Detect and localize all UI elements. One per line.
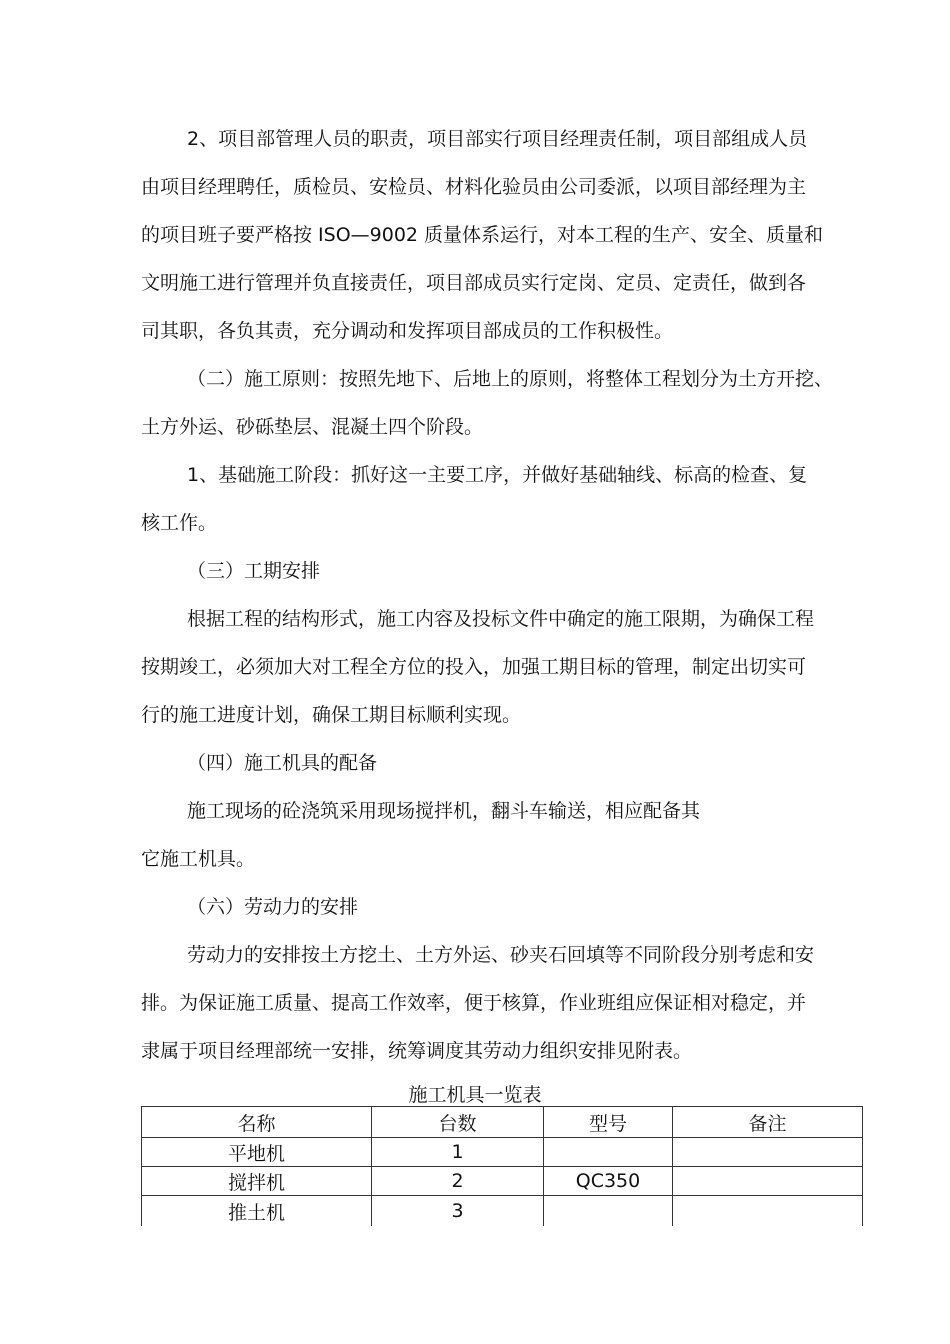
paragraph-line: 行的施工进度计划，确保工期目标顺利实现。 xyxy=(141,704,522,726)
cell-remark xyxy=(673,1196,863,1227)
table-row xyxy=(142,1138,863,1167)
header-model: 型号 xyxy=(544,1107,673,1138)
paragraph-line: 2、项目部管理人员的职责，项目部实行项目经理责任制，项目部组成人员 xyxy=(187,128,808,150)
cell-model: QC350 xyxy=(544,1167,673,1196)
cell-count: 1 xyxy=(372,1138,544,1167)
paragraph-line: 它施工机具。 xyxy=(141,848,256,870)
cell-model xyxy=(544,1196,673,1227)
cell-remark xyxy=(673,1138,863,1167)
table-title: 施工机具一览表 xyxy=(408,1084,542,1106)
paragraph-line: 核工作。 xyxy=(141,512,218,534)
paragraph-line: 劳动力的安排按土方挖土、土方外运、砂夹石回填等不同阶段分别考虑和安 xyxy=(187,944,815,966)
header-remark: 备注 xyxy=(673,1107,863,1138)
paragraph-line: 隶属于项目经理部统一安排，统筹调度其劳动力组织安排见附表。 xyxy=(141,1040,693,1062)
paragraph-line: 的项目班子要严格按 ISO—9002 质量体系运行，对本工程的生产、安全、质量和 xyxy=(141,224,824,246)
paragraph-line: 文明施工进行管理并负直接责任，项目部成员实行定岗、定员、定责任，做到各 xyxy=(141,272,807,294)
paragraph-line: 按期竣工，必须加大对工程全方位的投入，加强工期目标的管理，制定出切实可 xyxy=(141,656,807,678)
section-heading: （四）施工机具的配备 xyxy=(187,752,378,774)
section-heading: （三）工期安排 xyxy=(187,560,321,582)
cell-model xyxy=(544,1138,673,1167)
table-row xyxy=(142,1196,863,1227)
table-row xyxy=(142,1167,863,1196)
equipment-table xyxy=(141,1106,863,1226)
cell-name: 平地机 xyxy=(142,1138,372,1167)
paragraph-line: 土方外运、砂砾垫层、混凝土四个阶段。 xyxy=(141,416,484,438)
section-heading: （二）施工原则：按照先地下、后地上的原则，将整体工程划分为土方开挖、 xyxy=(187,368,834,390)
cell-count: 3 xyxy=(372,1196,544,1227)
cell-count: 2 xyxy=(372,1167,544,1196)
cell-remark xyxy=(673,1167,863,1196)
paragraph-line: 由项目经理聘任，质检员、安检员、材料化验员由公司委派，以项目部经理为主 xyxy=(141,176,807,198)
paragraph-line: 1、基础施工阶段：抓好这一主要工序，并做好基础轴线、标高的检查、复 xyxy=(187,464,808,486)
header-name: 名称 xyxy=(142,1107,372,1138)
section-heading: （六）劳动力的安排 xyxy=(187,896,359,918)
paragraph-line: 根据工程的结构形式，施工内容及投标文件中确定的施工限期，为确保工程 xyxy=(187,608,815,630)
table-header-row xyxy=(142,1107,863,1138)
paragraph-line: 排。为保证施工质量、提高工作效率，便于核算，作业班组应保证相对稳定，并 xyxy=(141,992,807,1014)
paragraph-line: 施工现场的砼浇筑采用现场搅拌机，翻斗车输送，相应配备其 xyxy=(187,800,701,822)
cell-name: 推土机 xyxy=(142,1196,372,1227)
cell-name: 搅拌机 xyxy=(142,1167,372,1196)
header-count: 台数 xyxy=(372,1107,544,1138)
paragraph-line: 司其职，各负其责，充分调动和发挥项目部成员的工作积极性。 xyxy=(141,320,674,342)
